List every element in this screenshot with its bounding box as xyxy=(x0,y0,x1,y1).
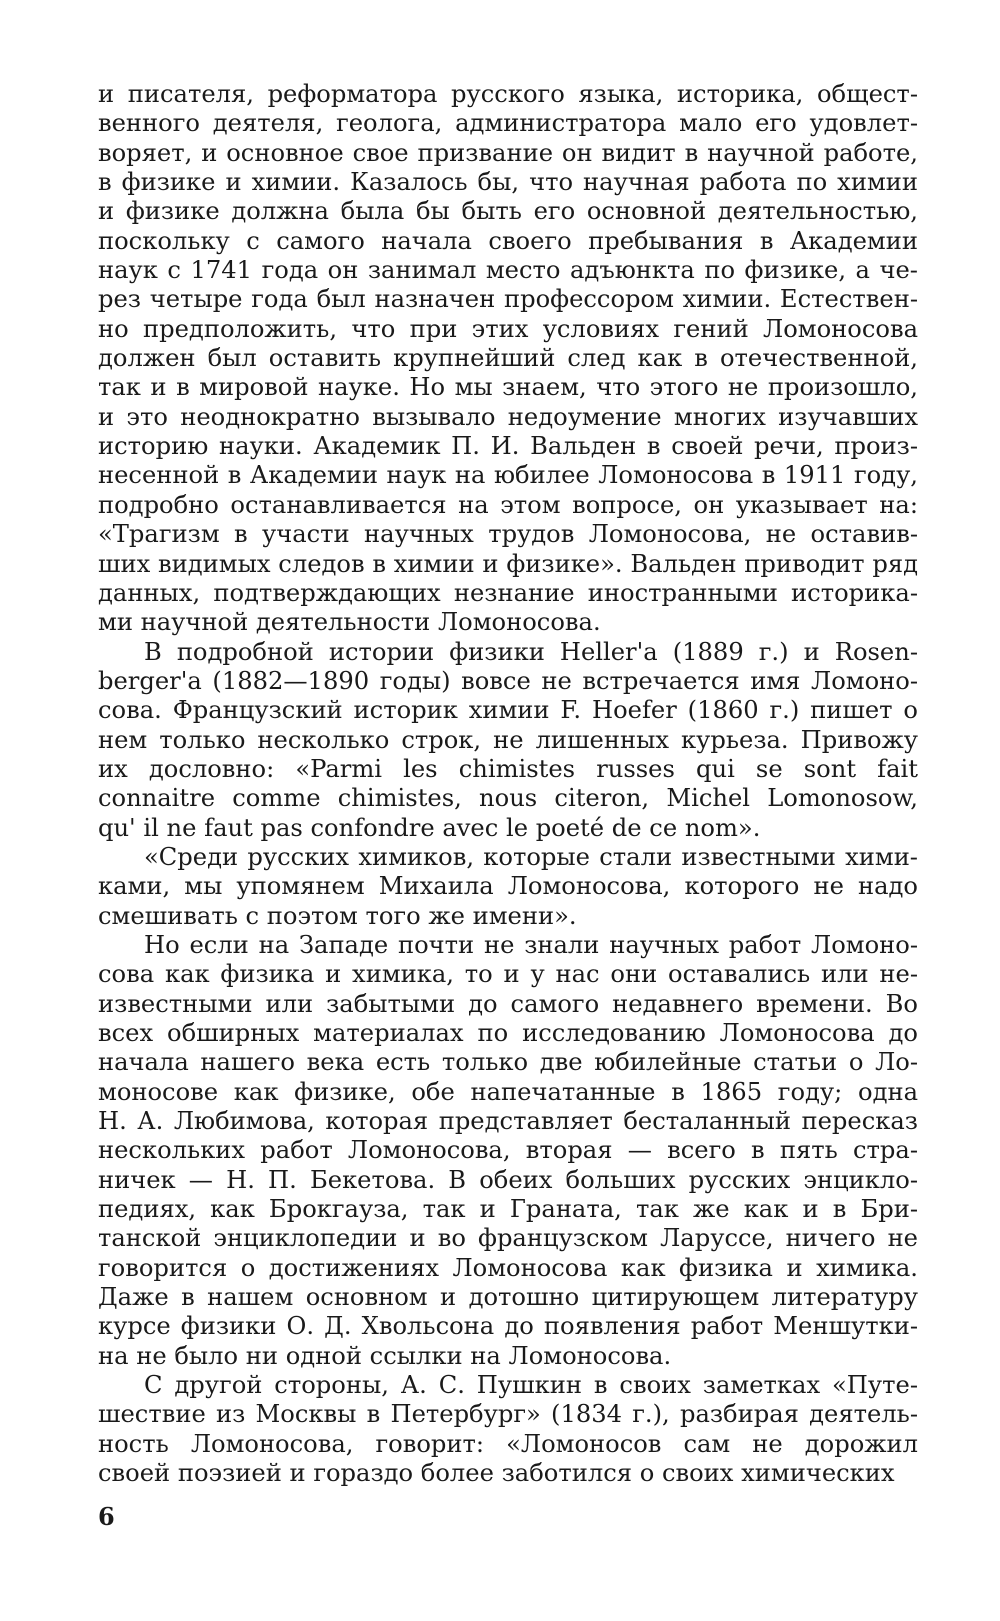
paragraph xyxy=(98,80,918,638)
text-line: qu' il ne faut pas confondre avec le poeté de ce nom». xyxy=(98,813,761,842)
text-line: сова. Французский историк химии F. Hoefer (1860 г.) пишет о xyxy=(98,696,918,725)
text-line: сова как физика и химика, то и у нас они оставались или не- xyxy=(98,960,918,989)
text-line: connaitre comme chimistes, nous citeron, Michel Lomonosow, xyxy=(98,784,918,813)
text-line: ших видимых следов в химии и физике». Вальден приводит ряд xyxy=(98,549,918,578)
paragraph xyxy=(98,843,918,931)
paragraph xyxy=(98,1371,918,1488)
text-line: В подробной истории физики Heller'а (1889 г.) и Rosen- xyxy=(144,637,918,666)
text-line: «Трагизм в участи научных трудов Ломоносова, не оставив- xyxy=(98,520,918,549)
text-line: танской энциклопедии и во французском Ларуссе, ничего не xyxy=(98,1224,918,1253)
text-line: курсе физики О. Д. Хвольсона до появления работ Меншутки- xyxy=(98,1312,918,1341)
text-line: «Среди русских химиков, которые стали известными хими- xyxy=(144,842,918,871)
text-line: ками, мы упомянем Михаила Ломоносова, которого не надо xyxy=(98,872,918,901)
text-line: подробно останавливается на этом вопросе, он указывает на: xyxy=(98,490,918,519)
text-line: нескольких работ Ломоносова, вторая — всего в пять стра- xyxy=(98,1136,918,1165)
text-line: Но если на Западе почти не знали научных работ Ломоно- xyxy=(144,930,918,959)
text-line: шествие из Москвы в Петербург» (1834 г.), разбирая деятель- xyxy=(98,1400,918,1429)
text-line: несенной в Академии наук на юбилее Ломоносова в 1911 году, xyxy=(98,461,918,490)
page-number: 6 xyxy=(98,1502,115,1531)
text-line: начала нашего века есть только две юбилейные статьи о Ло- xyxy=(98,1048,918,1077)
book-page xyxy=(98,80,918,1489)
text-line: говорится о достижениях Ломоносова как физика и химика. xyxy=(98,1253,918,1282)
text-line: наук с 1741 года он занимал место адъюнкта по физике, а че- xyxy=(98,256,918,285)
text-line: моносове как физике, обе напечатанные в 1865 году; одна xyxy=(98,1077,918,1106)
text-line: ничек — Н. П. Бекетова. В обеих больших русских энцикло- xyxy=(98,1165,918,1194)
text-line: Н. А. Любимова, которая представляет бесталанный пересказ xyxy=(98,1107,918,1136)
text-line: на не было ни одной ссылки на Ломоносова. xyxy=(98,1341,672,1370)
text-line: ми научной деятельности Ломоносова. xyxy=(98,608,601,637)
text-line: berger'а (1882—1890 годы) вовсе не встречается имя Ломоно- xyxy=(98,666,918,695)
paragraph xyxy=(98,638,918,843)
text-line: и писателя, реформатора русского языка, историка, общест- xyxy=(98,80,918,108)
text-line: воряет, и основное свое призвание он видит в научной работе, xyxy=(98,138,918,167)
text-line: но предположить, что при этих условиях гений Ломоносова xyxy=(98,314,918,343)
text-line: своей поэзией и гораздо более заботился о своих химических xyxy=(98,1459,895,1488)
text-line: историю науки. Академик П. И. Вальден в своей речи, произ- xyxy=(98,432,918,461)
text-line: рез четыре года был назначен профессором химии. Естествен- xyxy=(98,285,918,314)
text-line: в физике и химии. Казалось бы, что научная работа по химии xyxy=(98,168,918,197)
text-line: поскольку с самого начала своего пребывания в Академии xyxy=(98,226,918,255)
text-line: смешивать с поэтом того же имени». xyxy=(98,901,577,930)
text-line: должен был оставить крупнейший след как в отечественной, xyxy=(98,344,918,373)
text-line: и физике должна была бы быть его основной деятельностью, xyxy=(98,197,918,226)
text-line: так и в мировой науке. Но мы знаем, что этого не произошло, xyxy=(98,373,918,402)
text-line: известными или забытыми до самого недавнего времени. Во xyxy=(98,989,918,1018)
text-line: венного деятеля, геолога, администратора мало его удовлет- xyxy=(98,109,918,138)
text-line: данных, подтверждающих незнание иностранными историка- xyxy=(98,578,918,607)
text-line: нем только несколько строк, не лишенных курьеза. Привожу xyxy=(98,725,918,754)
text-line: всех обширных материалах по исследованию Ломоносова до xyxy=(98,1019,918,1047)
text-line: Даже в нашем основном и дотошно цитирующем литературу xyxy=(98,1283,918,1312)
text-line: и это неоднократно вызывало недоумение многих изучавших xyxy=(98,402,918,431)
text-line: их дословно: «Parmi les chimistes russes qui se sont fait xyxy=(98,754,918,783)
text-line: С другой стороны, А. С. Пушкин в своих заметках «Путе- xyxy=(144,1371,918,1400)
text-line: педиях, как Брокгауза, так и Граната, так же как и в Бри- xyxy=(98,1195,918,1224)
text-line: ность Ломоносова, говорит: «Ломоносов сам не дорожил xyxy=(98,1429,918,1458)
paragraph xyxy=(98,931,918,1371)
body-text xyxy=(98,80,918,1489)
